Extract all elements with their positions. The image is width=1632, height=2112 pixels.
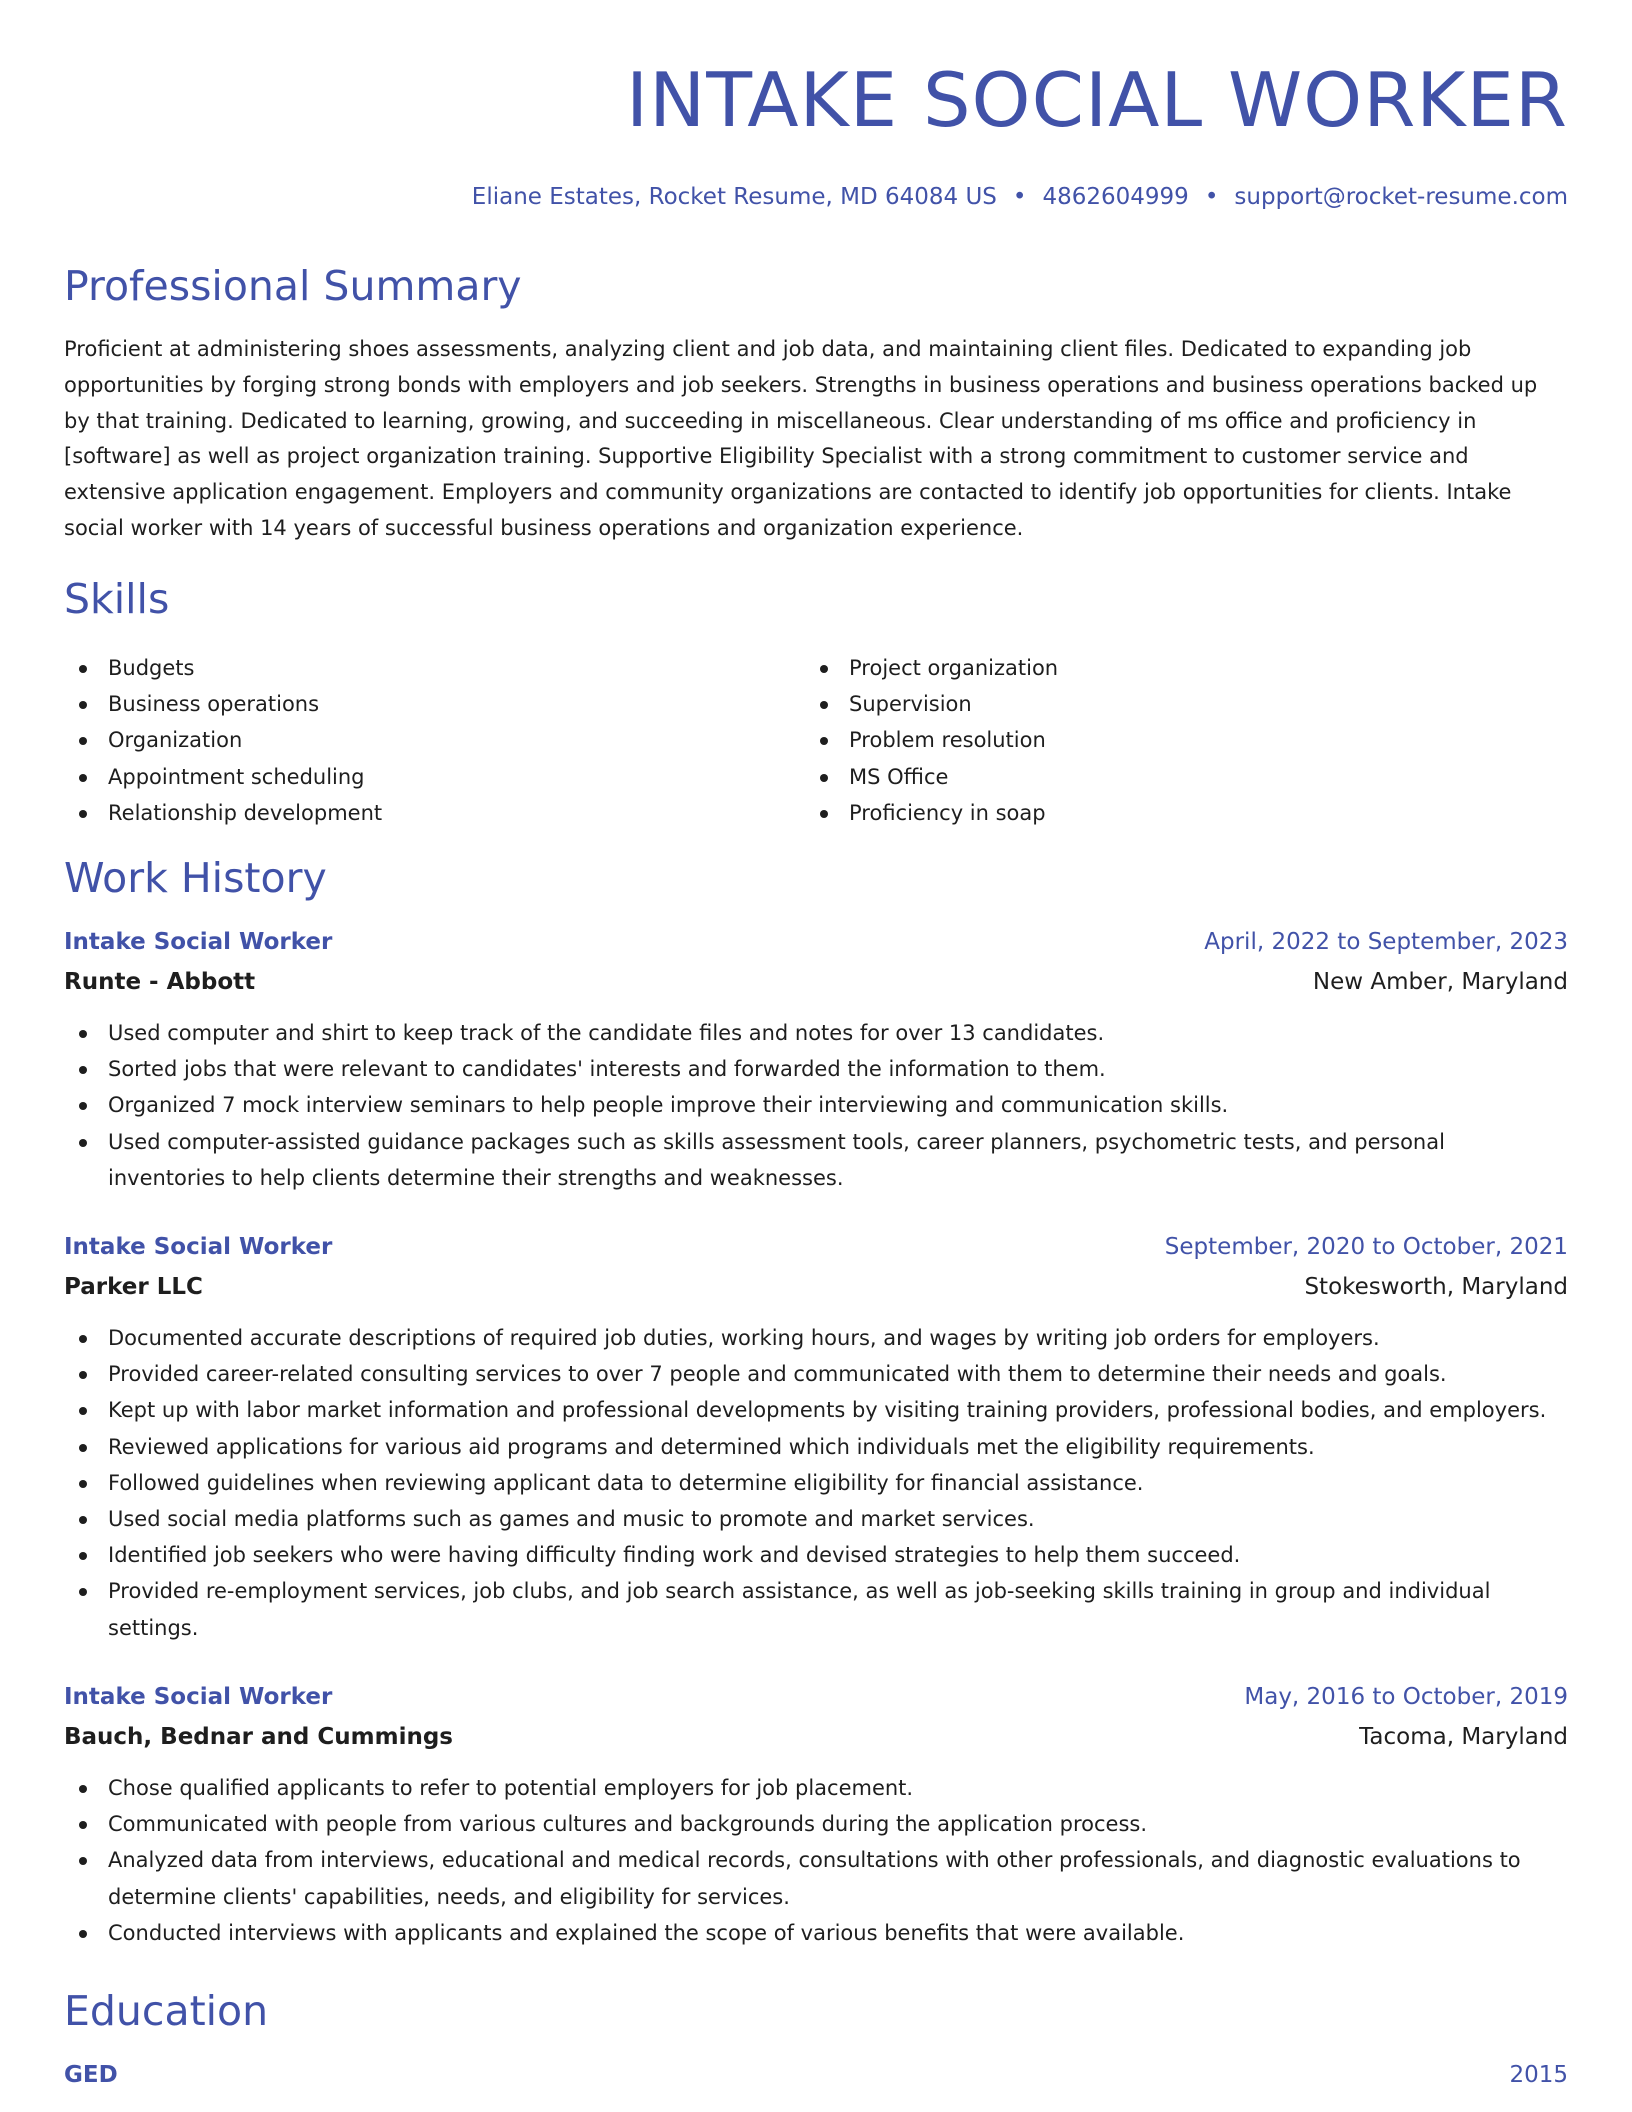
job-bullet: Reviewed applications for various aid programs and determined which individuals met the eligibility requirements. <box>64 1429 1568 1465</box>
skill-item: Problem resolution <box>805 722 1565 758</box>
job-company: Runte - Abbott <box>64 969 256 995</box>
job-bullet: Used computer and shirt to keep track of the candidate files and notes for over 13 candidates. <box>64 1015 1568 1051</box>
job-bullet: Conducted interviews with applicants and explained the scope of various benefits that were available. <box>64 1915 1568 1951</box>
job-entry <box>64 1230 1568 1646</box>
job-dates: April, 2022 to September, 2023 <box>1204 929 1568 955</box>
education-year: 2015 <box>1509 2062 1568 2088</box>
contact-separator: • <box>1204 184 1219 210</box>
job-bullets <box>64 1770 1568 1951</box>
contact-address: Eliane Estates, Rocket Resume, MD 64084 US <box>471 184 997 210</box>
job-location: Stokesworth, Maryland <box>1304 1274 1568 1300</box>
skill-item: Organization <box>64 722 764 758</box>
job-title: Intake Social Worker <box>64 1684 333 1710</box>
contact-email: support@rocket-resume.com <box>1234 184 1568 210</box>
job-bullet: Analyzed data from interviews, educational and medical records, consultations with other professionals, and diagnostic evaluations to determine clients' capabilities, needs, and eligibility for services. <box>64 1842 1568 1914</box>
education-entry <box>64 2058 1568 2098</box>
job-company: Bauch, Bednar and Cummings <box>64 1724 453 1750</box>
contact-phone: 4862604999 <box>1042 184 1189 210</box>
job-location: New Amber, Maryland <box>1312 969 1568 995</box>
job-bullet: Organized 7 mock interview seminars to help people improve their interviewing and communication skills. <box>64 1087 1568 1123</box>
job-title: Intake Social Worker <box>64 929 333 955</box>
skill-item: MS Office <box>805 759 1565 795</box>
job-bullets <box>64 1320 1568 1646</box>
skills-list-left <box>64 650 764 831</box>
job-bullet: Provided re-employment services, job clubs, and job search assistance, as well as job-seeking skills training in group and individual settings. <box>64 1573 1568 1645</box>
job-bullet: Kept up with labor market information and professional developments by visiting training providers, professional bodies, and employers. <box>64 1392 1568 1428</box>
job-bullet: Communicated with people from various cultures and backgrounds during the application process. <box>64 1806 1568 1842</box>
job-bullet: Identified job seekers who were having difficulty finding work and devised strategies to help them succeed. <box>64 1537 1568 1573</box>
resume-name-heading: INTAKE SOCIAL WORKER <box>626 56 1568 144</box>
job-bullet: Used social media platforms such as games and music to promote and market services. <box>64 1501 1568 1537</box>
job-bullets <box>64 1015 1568 1196</box>
job-bullet: Provided career-related consulting services to over 7 people and communicated with them to determine their needs and goals. <box>64 1356 1568 1392</box>
job-company: Parker LLC <box>64 1274 203 1300</box>
contact-separator: • <box>1012 184 1027 210</box>
skills-heading: Skills <box>64 575 170 623</box>
skill-item: Project organization <box>805 650 1565 686</box>
skill-item: Appointment scheduling <box>64 759 764 795</box>
education-degree: GED <box>64 2062 118 2088</box>
contact-line <box>472 180 1568 214</box>
job-dates: May, 2016 to October, 2019 <box>1244 1684 1568 1710</box>
summary-heading: Professional Summary <box>64 262 522 310</box>
job-entry <box>64 1680 1568 1951</box>
job-bullet: Chose qualified applicants to refer to potential employers for job placement. <box>64 1770 1568 1806</box>
skill-item: Supervision <box>805 686 1565 722</box>
job-location: Tacoma, Maryland <box>1359 1724 1568 1750</box>
job-bullet: Sorted jobs that were relevant to candidates' interests and forwarded the information to them. <box>64 1051 1568 1087</box>
skill-item: Business operations <box>64 686 764 722</box>
job-bullet: Followed guidelines when reviewing applicant data to determine eligibility for financial assistance. <box>64 1465 1568 1501</box>
skill-item: Relationship development <box>64 795 764 831</box>
work-history-heading: Work History <box>64 854 327 902</box>
education-heading: Education <box>64 1987 269 2035</box>
skill-item: Budgets <box>64 650 764 686</box>
job-bullet: Documented accurate descriptions of required job duties, working hours, and wages by writing job orders for employers. <box>64 1320 1568 1356</box>
job-entry <box>64 925 1568 1196</box>
job-bullet: Used computer-assisted guidance packages such as skills assessment tools, career planners, psychometric tests, and personal inventories to help clients determine their strengths and weaknesses. <box>64 1124 1568 1196</box>
skill-item: Proficiency in soap <box>805 795 1565 831</box>
skills-list-right <box>805 650 1565 831</box>
job-dates: September, 2020 to October, 2021 <box>1164 1234 1568 1260</box>
summary-text: Proficient at administering shoes assessments, analyzing client and job data, and maintaining client files. Dedicated to expanding job opportunities by forging strong bonds with employers and job seekers. Strengths in business operations and business operations backed up by that training. Dedicated to learning, growing, and succeeding in miscellaneous. Clear understanding of ms office and proficiency in [software] as well as project organization training. Supportive Eligibility Specialist with a strong commitment to customer service and extensive application engagement. Employers and community organizations are contacted to identify job opportunities for clients. Intake social worker with 14 years of successful business operations and organization experience. <box>64 337 1538 540</box>
job-title: Intake Social Worker <box>64 1234 333 1260</box>
